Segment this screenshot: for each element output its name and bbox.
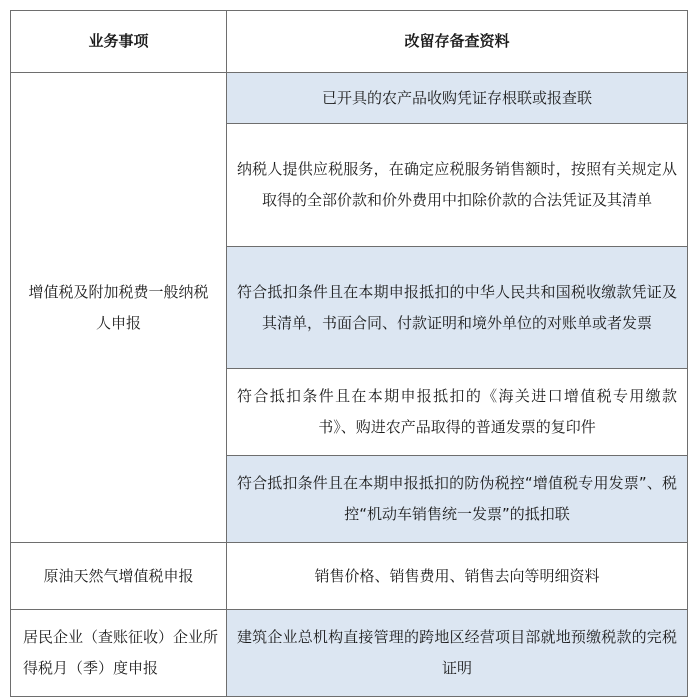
document-item: 纳税人提供应税服务，在确定应税服务销售额时，按照有关规定从取得的全部价款和价外费用中扣除价款的合法凭证及其清单 — [227, 124, 688, 247]
category-cell-vat-general: 增值税及附加税费一般纳税人申报 — [11, 73, 227, 543]
document-item: 销售价格、销售费用、销售去向等明细资料 — [227, 543, 688, 610]
requirements-table — [10, 10, 688, 697]
category-cell-oil-gas: 原油天然气增值税申报 — [11, 543, 227, 610]
table-row — [11, 610, 688, 697]
document-item: 符合抵扣条件且在本期申报抵扣的中华人民共和国税收缴款凭证及其清单，书面合同、付款证明和境外单位的对账单或者发票 — [227, 247, 688, 369]
header-retained-documents: 改留存备查资料 — [227, 11, 688, 73]
category-cell-enterprise-income-tax: 居民企业（查账征收）企业所得税月（季）度申报 — [11, 610, 227, 697]
table-row — [11, 73, 688, 124]
document-item: 符合抵扣条件且在本期申报抵扣的防伪税控“增值税专用发票”、税控“机动车销售统一发票”的抵扣联 — [227, 456, 688, 543]
table-header-row — [11, 11, 688, 73]
document-item: 已开具的农产品收购凭证存根联或报查联 — [227, 73, 688, 124]
document-item: 符合抵扣条件且在本期申报抵扣的《海关进口增值税专用缴款书》、购进农产品取得的普通发票的复印件 — [227, 369, 688, 456]
header-business-item: 业务事项 — [11, 11, 227, 73]
table-row — [11, 543, 688, 610]
document-item: 建筑企业总机构直接管理的跨地区经营项目部就地预缴税款的完税证明 — [227, 610, 688, 697]
